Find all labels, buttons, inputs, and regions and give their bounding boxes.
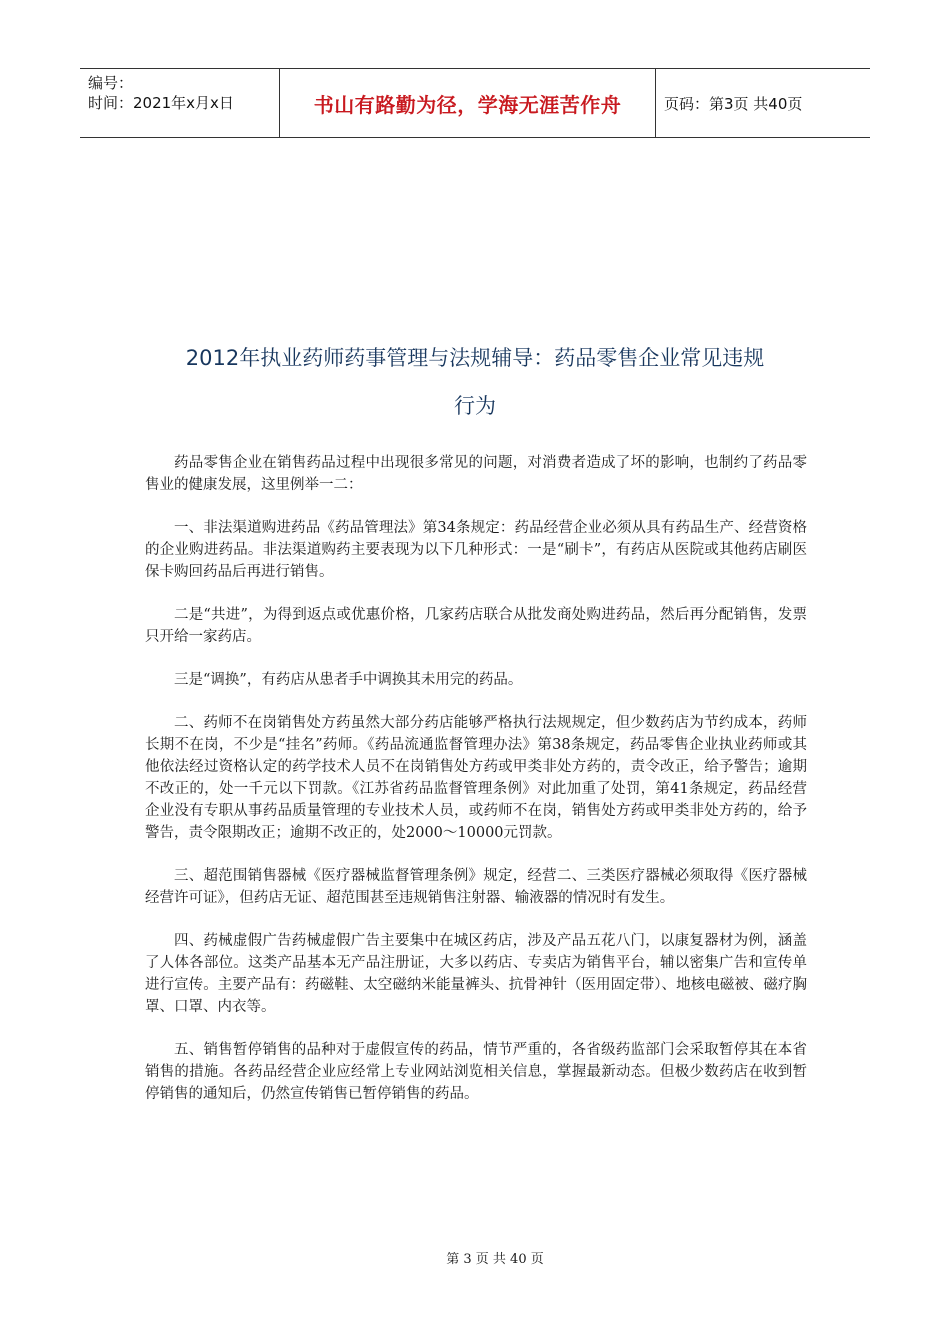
title-line-2: 行为 [454, 394, 496, 418]
paragraph: 三是“调换”，有药店从患者手中调换其未用完的药品。 [174, 672, 523, 688]
page-header [80, 68, 870, 138]
paragraph: 二是“共进”，为得到返点或优惠价格，几家药店联合从批发商处购进药品，然后再分配销售，发票只开给一家药店。 [145, 607, 807, 645]
paragraph: 四、药械虚假广告药械虚假广告主要集中在城区药店，涉及产品五花八门，以康复器材为例，涵盖了人体各部位。这类产品基本无产品注册证，大多以药店、专卖店为销售平台，辅以密集广告和宣传单进行宣传。主要产品有：药磁鞋、太空磁纳米能量裤头、抗骨神针（医用固定带）、地核电磁被、磁疗胸罩、口罩、内衣等。 [145, 933, 807, 1015]
title-line-1: 2012年执业药师药事管理与法规辅导：药品零售企业常见违规 [185, 346, 765, 370]
time-label: 时间：2021年x月x日 [88, 94, 234, 112]
header-meta [80, 69, 280, 137]
page-footer: 第 3 页 共 40 页 [446, 1252, 544, 1267]
paragraph: 五、销售暂停销售的品种对于虚假宣传的药品，情节严重的，各省级药监部门会采取暂停其在本省销售的措施。各药品经营企业应经常上专业网站浏览相关信息，掌握最新动态。但极少数药店在收到暂停销售的通知后，仍然宣传销售已暂停销售的药品。 [145, 1042, 807, 1102]
serial-label: 编号： [88, 74, 134, 92]
paragraph: 一、非法渠道购进药品《药品管理法》第34条规定：药品经营企业必须从具有药品生产、经营资格的企业购进药品。非法渠道购药主要表现为以下几种形式：一是“刷卡”，有药店从医院或其他药店刷医保卡购回药品后再进行销售。 [145, 520, 807, 580]
document-title [120, 334, 830, 430]
paragraph: 二、药师不在岗销售处方药虽然大部分药店能够严格执行法规规定，但少数药店为节约成本，药师长期不在岗，不少是“挂名”药师。《药品流通监督管理办法》第38条规定，药品零售企业执业药师或其他依法经过资格认定的药学技术人员不在岗销售处方药或甲类非处方药的，责令改正，给予警告；逾期不改正的，处一千元以下罚款。《江苏省药品监督管理条例》对此加重了处罚，第41条规定，药品经营企业没有专职从事药品质量管理的专业技术人员，或药师不在岗，销售处方药或甲类非处方药的，给予警告，责令限期改正；逾期不改正的，处2000～10000元罚款。 [145, 715, 807, 841]
paragraph: 三、超范围销售器械《医疗器械监督管理条例》规定，经营二、三类医疗器械必须取得《医疗器械经营许可证》，但药店无证、超范围甚至违规销售注射器、输液器的情况时有发生。 [145, 868, 807, 906]
paragraph: 药品零售企业在销售药品过程中出现很多常见的问题，对消费者造成了坏的影响，也制约了药品零售业的健康发展，这里例举一二： [145, 455, 807, 493]
document-body [145, 452, 807, 1126]
header-motto: 书山有路勤为径，学海无涯苦作舟 [280, 69, 656, 137]
header-page-info: 页码：第3页 共40页 [664, 94, 803, 113]
